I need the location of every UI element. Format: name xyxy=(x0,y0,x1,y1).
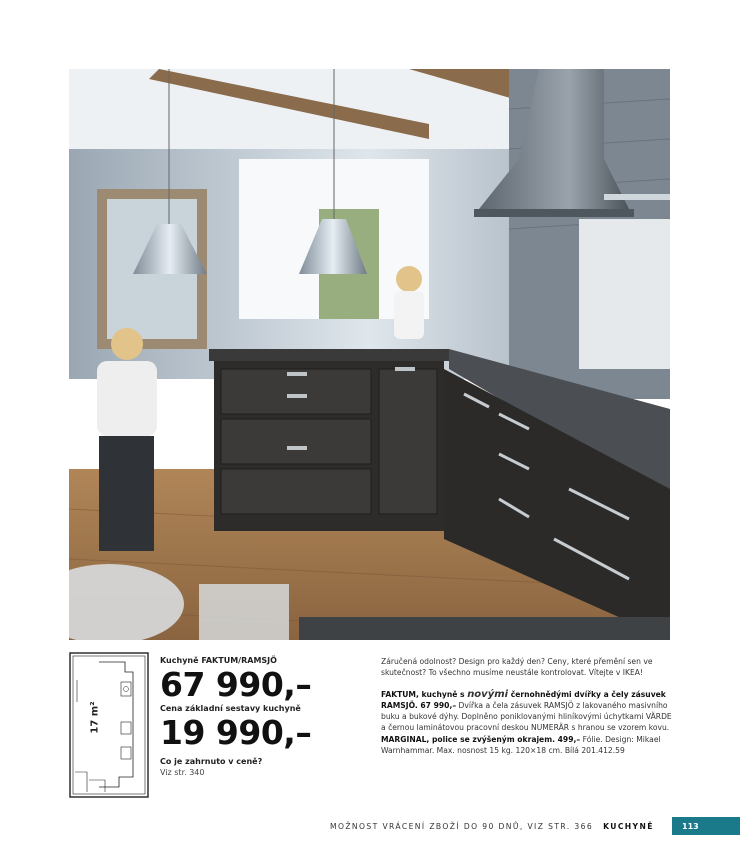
page-number: 113 xyxy=(672,817,740,835)
return-policy-note: MOŽNOST VRÁCENÍ ZBOŽÍ DO 90 DNŮ, VIZ STR. 366 xyxy=(330,821,594,831)
kitchen-photo xyxy=(69,69,670,640)
product-heading-pre: FAKTUM, kuchyně s xyxy=(381,689,468,699)
price-block xyxy=(160,655,370,778)
product-heading-post: černohnědými dvířky a čely zásuvek RAMSJÖ. 67 990,– xyxy=(381,689,666,710)
base-label: Cena základní sestavy kuchyně xyxy=(160,704,301,713)
marginal-heading: MARGINAL, police se zvýšeným okrajem. 499,– xyxy=(381,734,581,744)
product-heading-em: novými xyxy=(467,688,509,700)
see-page-link[interactable]: Viz str. 340 xyxy=(160,768,205,777)
marginal-desc: Fólie. Design: Mikael Warnhammar. Max. nosnost 15 kg. 120×18 cm. Bílá 201.412.59 xyxy=(381,734,661,756)
floor-plan xyxy=(69,652,149,798)
page-footer xyxy=(330,817,699,835)
product-paragraph xyxy=(381,689,676,757)
section-name: KUCHYNĚ xyxy=(603,821,654,831)
product-description xyxy=(381,656,676,766)
floor-plan-drawing xyxy=(69,652,149,798)
included-question: Co je zahrnuto v ceně? xyxy=(160,757,263,766)
intro-paragraph: Záručená odolnost? Design pro každý den? Ceny, které přemění sen ve skutečnost? To všechno musíme neustále kontrolovat. Vítejte v IKEA! xyxy=(381,657,653,678)
base-price: 19 990,– xyxy=(160,713,312,752)
set-price: 67 990,– xyxy=(160,665,312,704)
product-desc: Dvířka a čela zásuvek RAMSJÖ z lakovaného masivního buku a bukové dýhy. Doplněno poniklovanými hliníkovými úchytkami VÄRDE a černou laminátovou pracovní deskou NUMERÄR s hranou se vzorem kovu. xyxy=(381,700,672,733)
kitchen-illustration xyxy=(69,69,670,640)
floor-plan-area: 17 m² xyxy=(89,701,101,734)
set-label: Kuchyně FAKTUM/RAMSJÖ xyxy=(160,656,277,665)
